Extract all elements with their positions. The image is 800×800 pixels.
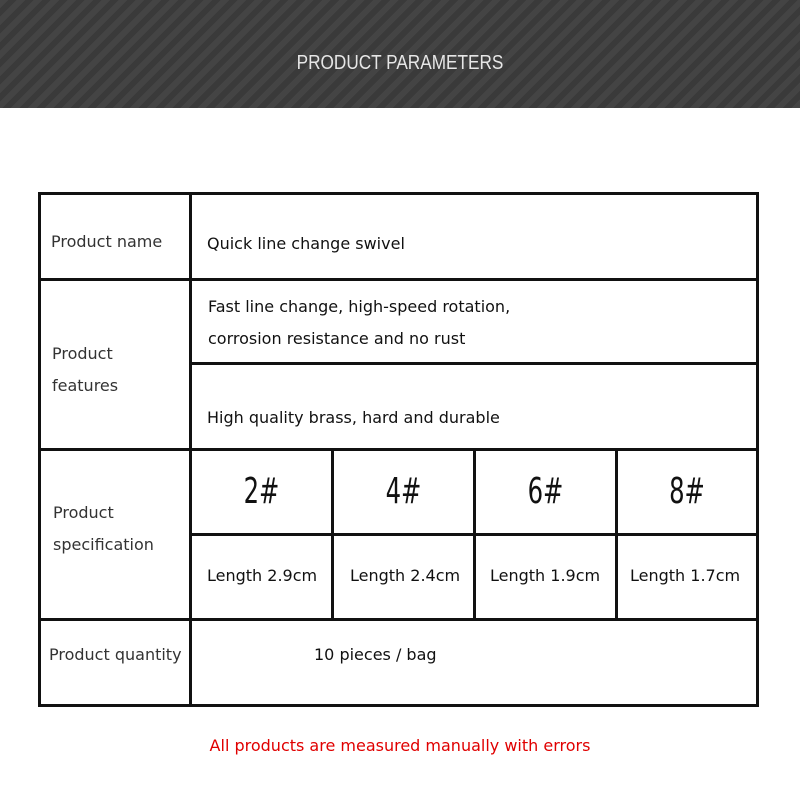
spec-label-line1: Product bbox=[53, 503, 114, 522]
product-name-label: Product name bbox=[51, 232, 163, 251]
row-divider bbox=[38, 618, 759, 621]
column-divider bbox=[189, 192, 192, 707]
spec-length-2: Length 2.9cm bbox=[207, 566, 318, 585]
features-label-line1: Product bbox=[52, 344, 113, 363]
product-name-value: Quick line change swivel bbox=[207, 234, 405, 253]
measurement-disclaimer: All products are measured manually with errors bbox=[209, 736, 591, 755]
feature-2: High quality brass, hard and durable bbox=[207, 408, 500, 427]
row-divider bbox=[38, 448, 759, 451]
column-divider bbox=[615, 448, 618, 619]
header-banner bbox=[0, 0, 800, 108]
table-border-left bbox=[38, 192, 41, 707]
spec-label-line2: specification bbox=[53, 535, 154, 554]
spec-size-8: 8# bbox=[669, 471, 705, 512]
table-border-bottom bbox=[38, 704, 759, 707]
table-border-right bbox=[756, 192, 759, 707]
banner-title: PRODUCT PARAMETERS bbox=[296, 52, 504, 74]
column-divider bbox=[331, 448, 334, 619]
spec-size-2: 2# bbox=[243, 471, 280, 512]
spec-length-4: Length 2.4cm bbox=[350, 566, 461, 585]
spec-length-8: Length 1.7cm bbox=[630, 566, 741, 585]
product-parameters-table bbox=[38, 192, 759, 707]
row-divider bbox=[191, 362, 759, 365]
quantity-value: 10 pieces / bag bbox=[314, 645, 437, 664]
quantity-label: Product quantity bbox=[49, 645, 182, 664]
feature-1-line1: Fast line change, high-speed rotation, bbox=[208, 297, 511, 316]
table-border-top bbox=[38, 192, 759, 195]
spec-length-6: Length 1.9cm bbox=[490, 566, 601, 585]
column-divider bbox=[473, 448, 476, 619]
spec-size-4: 4# bbox=[385, 471, 422, 512]
feature-1-line2: corrosion resistance and no rust bbox=[208, 329, 466, 348]
row-divider bbox=[38, 278, 759, 281]
features-label-line2: features bbox=[52, 376, 119, 395]
spec-size-6: 6# bbox=[527, 471, 564, 512]
